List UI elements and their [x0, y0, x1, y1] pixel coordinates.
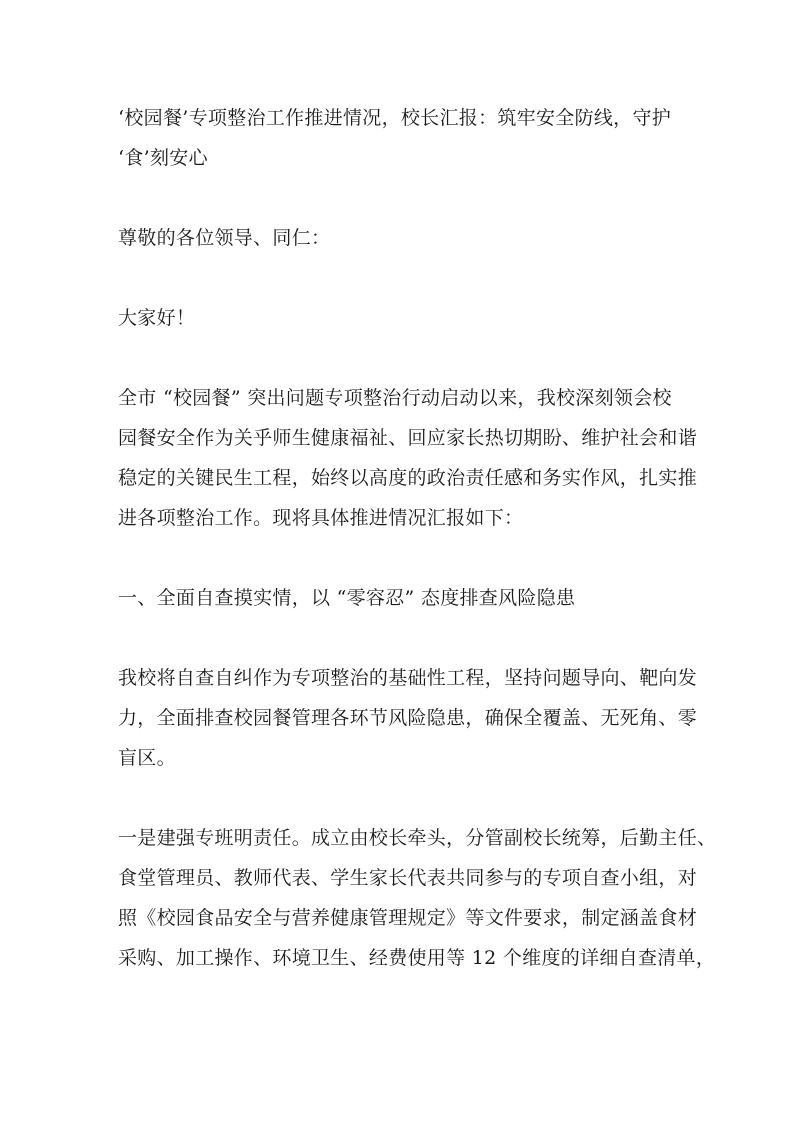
section-1-heading-paragraph — [118, 578, 693, 618]
greeting-paragraph — [118, 298, 693, 338]
point-1-paragraph — [118, 818, 717, 978]
title-line-2: ‘食’刻安心 — [118, 147, 208, 169]
point-1-line-3: 照《校园食品安全与营养健康管理规定》等文件要求，制定涵盖食材 — [118, 907, 698, 929]
section-1-heading: 一、全面自查摸实情，以 “零容忍” 态度排查风险隐患 — [118, 587, 576, 609]
intro-line-1: 全市 “校园餐” 突出问题专项整治行动启动以来，我校深刻领会校 — [118, 387, 672, 409]
section-1-intro-paragraph — [118, 658, 698, 778]
point-1-line-4: 采购、加工操作、环境卫生、经费使用等 12 个维度的详细自查清单， — [118, 947, 716, 969]
section-1-intro-line-2: 力，全面排查校园餐管理各环节风险隐患，确保全覆盖、无死角、零 — [118, 707, 698, 729]
point-1-line-2: 食堂管理员、教师代表、学生家长代表共同参与的专项自查小组，对 — [118, 867, 698, 889]
salutation: 尊敬的各位领导、同仁： — [118, 227, 331, 249]
document-title — [118, 98, 693, 178]
point-1-line-1: 一是建强专班明责任。成立由校长牵头，分管副校长统筹，后勤主任、 — [118, 827, 717, 849]
title-line-1: ‘校园餐’专项整治工作推进情况，校长汇报：筑牢安全防线，守护 — [118, 107, 672, 129]
section-1-intro-line-1: 我校将自查自纠作为专项整治的基础性工程，坚持问题导向、靶向发 — [118, 667, 698, 689]
intro-line-3: 稳定的关键民生工程，始终以高度的政治责任感和务实作风，扎实推 — [118, 467, 698, 489]
intro-line-2: 园餐安全作为关乎师生健康福祉、回应家长热切期盼、维护社会和谐 — [118, 427, 698, 449]
greeting: 大家好！ — [118, 307, 196, 329]
salutation-paragraph — [118, 218, 693, 258]
document-body — [118, 98, 717, 1018]
section-1-intro-line-3: 盲区。 — [118, 747, 176, 769]
intro-paragraph — [118, 378, 698, 538]
intro-line-4: 进各项整治工作。现将具体推进情况汇报如下： — [118, 507, 524, 529]
